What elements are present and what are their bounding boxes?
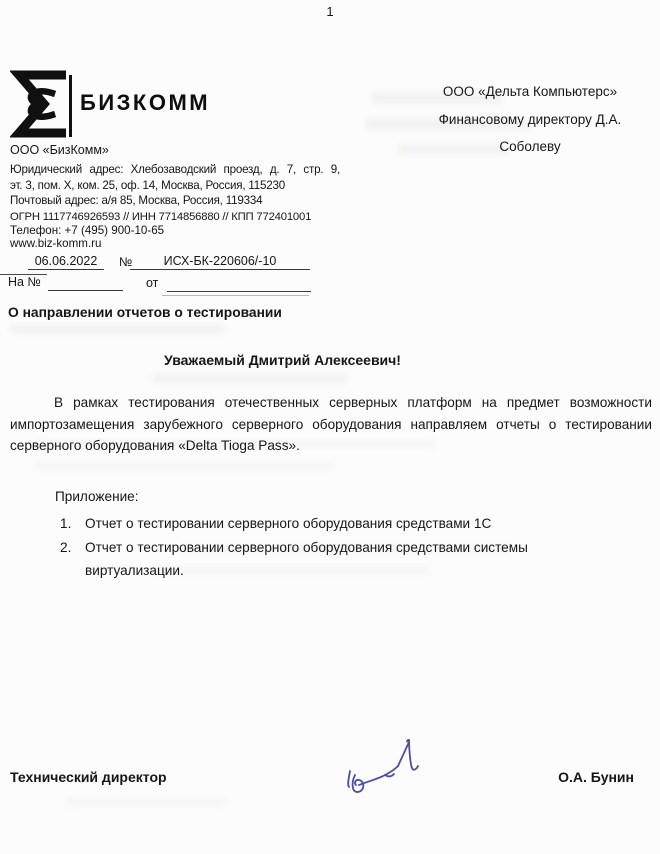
- reply-date-blank: [167, 276, 311, 292]
- recipient-block: [415, 78, 645, 161]
- company-name: ООО «БизКомм»: [10, 143, 109, 157]
- brand-name: БИЗКОММ: [80, 90, 211, 115]
- letter-date: 06.06.2022: [28, 254, 104, 270]
- reply-to-label: На №: [8, 275, 41, 289]
- website-url: www.biz-komm.ru: [10, 236, 102, 250]
- number-label: №: [119, 255, 133, 269]
- reply-from-label: от: [146, 276, 159, 290]
- greeting: Уважаемый Дмитрий Алексеевич!: [164, 352, 401, 368]
- legal-address-line2: эт. 3, пом. Х, ком. 25, оф. 14, Москва, Россия, 115230: [10, 178, 286, 192]
- outgoing-number: ИСХ-БК-220606/-10: [130, 254, 310, 270]
- phone-number: Телефон: +7 (495) 900-10-65: [10, 224, 165, 237]
- postal-address: Почтовый адрес: а/я 85, Москва, Россия, 119334: [10, 194, 263, 207]
- scan-bleed-artifact: [152, 374, 347, 383]
- attachments-list: [60, 512, 565, 583]
- signer-name: О.А. Бунин: [558, 769, 634, 785]
- scan-bleed-artifact: [10, 325, 225, 334]
- logo-divider: [69, 75, 72, 137]
- recipient-company: ООО «Дельта Компьютерс»: [442, 84, 618, 99]
- page-number: 1: [326, 4, 334, 19]
- bizkomm-logo-icon: [10, 68, 66, 140]
- legal-address-line1: Юридический адрес: Хлебозаводский проезд, д. 7, стр. 9,: [10, 163, 340, 176]
- recipient-title: Финансовому директору Д.А.: [438, 111, 622, 127]
- recipient-name: Соболеву: [499, 139, 561, 154]
- letter-subject: О направлении отчетов о тестировании: [8, 305, 282, 320]
- attachment-item: Отчет о тестировании серверного оборудования средствами системы виртуализации.: [85, 540, 528, 578]
- form-line: [162, 295, 309, 296]
- signer-position: Технический директор: [10, 769, 167, 785]
- scan-bleed-artifact: [35, 462, 335, 470]
- scan-bleed-artifact: [66, 798, 226, 806]
- body-paragraph: В рамках тестирования отечественных серверных платформ на предмет возможности импортозамещения зарубежного серверного оборудования направляем отчеты о тестировании серверного оборудования «Delta Tioga Pass».: [10, 395, 652, 453]
- handwritten-signature: [328, 733, 423, 803]
- registration-numbers: ОГРН 1117746926593 // ИНН 7714856880 // КПП 772401001: [10, 211, 312, 223]
- reply-number-blank: [48, 275, 123, 291]
- attachments-title: Приложение:: [55, 489, 139, 504]
- attachment-item: Отчет о тестировании серверного оборудования средствами 1С: [85, 516, 492, 531]
